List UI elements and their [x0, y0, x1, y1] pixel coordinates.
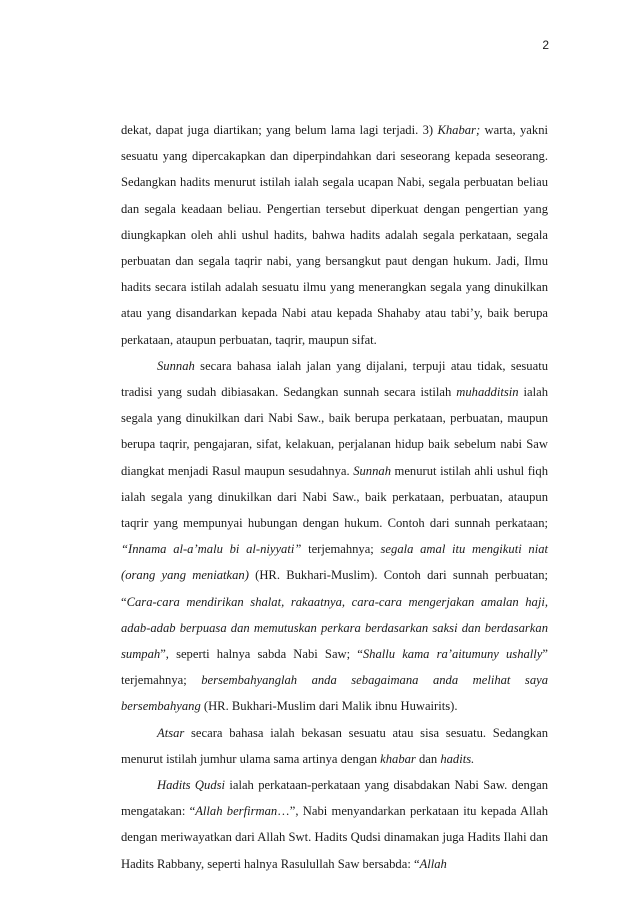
quote-allah: Allah	[419, 856, 447, 871]
example-perbuatan: Cara-cara mendirikan shalat, rakaatnya, cara-cara mengerjakan amalan haji, adab-adab berpuasa dan memutuskan perkara berdasarkan saksi dan berdasarkan sumpah	[121, 594, 548, 662]
text-run: (HR. Bukhari-Muslim dari Malik ibnu Huwairits).	[200, 699, 458, 714]
quote-shallu: Shallu kama ra’aitumuny ushally	[362, 647, 543, 662]
term-atsar: Atsar	[157, 725, 185, 740]
text-run: ialah segala yang dinukilkan dari Nabi Saw., baik berupa perkataan, perbuatan, maupun berupa taqrir, pengajaran, sifat, kelakuan, perjalanan hidup baik sebelum nabi Saw diangkat menjadi Rasul maupun sesudahnya.	[121, 385, 548, 478]
term-sunnah: Sunnah	[157, 358, 195, 373]
term-sunnah: Sunnah	[353, 463, 391, 478]
body-text	[121, 117, 548, 877]
quote-innama: “Innama al-a’malu bi al-niyyati”	[121, 542, 302, 557]
translation-innama: segala amal itu mengikuti niat (orang yang meniatkan)	[121, 542, 548, 583]
term-muhadditsin: muhadditsin	[456, 385, 519, 400]
paragraph-hadits-qudsi	[121, 772, 548, 877]
term-khabar: Khabar;	[437, 123, 481, 137]
text-run: menurut istilah ahli ushul fiqh ialah segala yang dinukilkan dari Nabi Saw., baik perkataan, perbuatan, ataupun taqrir yang mempunyai hubungan dengan hukum. Contoh dari sunnah perkataan;	[121, 463, 548, 531]
term-hadits-qudsi: Hadits Qudsi	[157, 778, 226, 793]
text-run: warta, yakni sesuatu yang dipercakapkan dan diperpindahkan dari seseorang kepada seseorang. Sedangkan hadits menurut istilah ialah segala ucapan Nabi, segala perbuatan beliau dan segala keadaan beliau. Pengertian tersebut diperkuat dengan pengertian yang diungkapkan oleh ahli ushul hadits, bahwa hadits adalah segala perkataan, segala perbuatan dan segala taqrir nabi, yang bersangkut paut dengan hukum. Jadi, Ilmu hadits secara istilah adalah sesuatu ilmu yang menerangkan segala yang dinukilkan atau yang disandarkan kepada Nabi atau kepada Shahaby atau tabi’y, baik berupa perkataan, ataupun perbuatan, taqrir, maupun sifat.	[121, 123, 548, 347]
paragraph-sunnah	[121, 353, 548, 720]
text-run: ialah perkataan-perkataan yang disabdakan Nabi Saw. dengan mengatakan: “	[121, 778, 549, 819]
term-khabar: khabar	[380, 751, 416, 766]
text-run: secara bahasa ialah bekasan sesuatu atau sisa sesuatu. Sedangkan menurut istilah jumhur ulama sama artinya dengan	[121, 725, 548, 766]
term-hadits: hadits.	[440, 751, 475, 766]
text-run: …”, Nabi menyandarkan perkataan itu kepada Allah dengan meriwayatkan dari Allah Swt. Hadits Qudsi dinamakan juga Hadits Ilahi dan Hadits Rabbany, seperti halnya Rasulullah Saw bersabda: “	[121, 804, 548, 871]
text-run: dekat, dapat juga diartikan; yang belum lama lagi terjadi. 3)	[121, 123, 438, 137]
text-run: ”, seperti halnya sabda Nabi Saw; “	[160, 647, 363, 662]
text-run: secara bahasa ialah jalan yang dijalani, terpuji atau tidak, sesuatu tradisi yang sudah dibiasakan. Sedangkan sunnah secara istilah	[121, 358, 548, 400]
paragraph-hadits-definition	[121, 117, 548, 353]
text-run: (HR. Bukhari-Muslim). Contoh dari sunnah perbuatan; “	[121, 568, 548, 609]
text-run: dan	[415, 751, 441, 766]
quote-allah-berfirman: Allah berfirman	[195, 804, 278, 819]
translation-shallu: bersembahyanglah anda sebagaimana anda melihat saya bersembahyang	[121, 673, 548, 714]
page-number: 2	[542, 38, 549, 52]
paragraph-atsar	[121, 720, 548, 772]
text-run: terjemahnya;	[301, 542, 381, 557]
text-run: ” terjemahnya;	[121, 647, 548, 688]
